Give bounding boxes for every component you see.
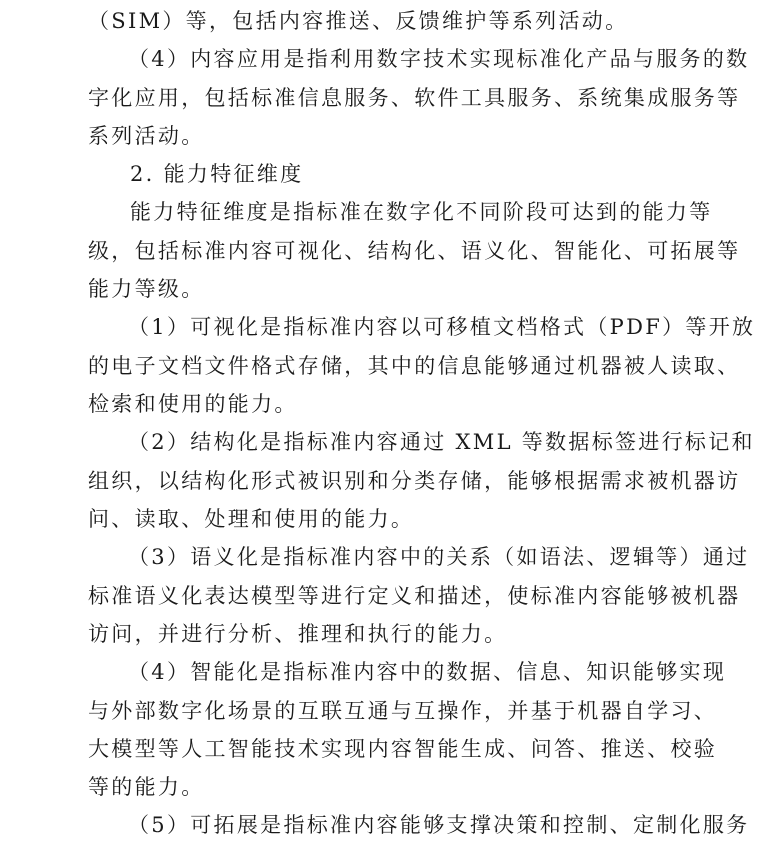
text-line: 能力等级。 xyxy=(88,277,205,301)
text-line: （3）语义化是指标准内容中的关系（如语法、逻辑等）通过 xyxy=(128,545,750,569)
text-line: （2）结构化是指标准内容通过 XML 等数据标签进行标记和 xyxy=(128,430,755,454)
text-line: 检索和使用的能力。 xyxy=(88,392,298,416)
text-line: 级，包括标准内容可视化、结构化、语义化、智能化、可拓展等 xyxy=(88,239,741,263)
text-line: 访问，并进行分析、推理和执行的能力。 xyxy=(88,622,508,646)
text-line: （4）内容应用是指利用数字技术实现标准化产品与服务的数 xyxy=(128,47,750,71)
text-line: 能力特征维度是指标准在数字化不同阶段可达到的能力等 xyxy=(130,200,713,224)
text-line: 组织，以结构化形式被识别和分类存储，能够根据需求被机器访 xyxy=(88,469,741,493)
text-line: 系列活动。 xyxy=(88,124,205,148)
text-line: 的电子文档文件格式存储，其中的信息能够通过机器被人读取、 xyxy=(88,354,741,378)
text-line: （4）智能化是指标准内容中的数据、信息、知识能够实现 xyxy=(128,660,727,684)
text-line: 标准语义化表达模型等进行定义和描述，使标准内容能够被机器 xyxy=(88,584,741,608)
text-line: 与外部数字化场景的互联互通与互操作，并基于机器自学习、 xyxy=(88,699,718,723)
text-line: （1）可视化是指标准内容以可移植文档格式（PDF）等开放 xyxy=(128,315,756,339)
text-line: 等的能力。 xyxy=(88,775,205,799)
text-line: （SIM）等，包括内容推送、反馈维护等系列活动。 xyxy=(88,9,629,33)
section-heading: 2. 能力特征维度 xyxy=(130,162,304,186)
text-line: 字化应用，包括标准信息服务、软件工具服务、系统集成服务等 xyxy=(88,86,741,110)
text-line: 问、读取、处理和使用的能力。 xyxy=(88,507,415,531)
text-line: （5）可拓展是指标准内容能够支撑决策和控制、定制化服务 xyxy=(128,813,750,837)
text-line: 大模型等人工智能技术实现内容智能生成、问答、推送、校验 xyxy=(88,737,718,761)
